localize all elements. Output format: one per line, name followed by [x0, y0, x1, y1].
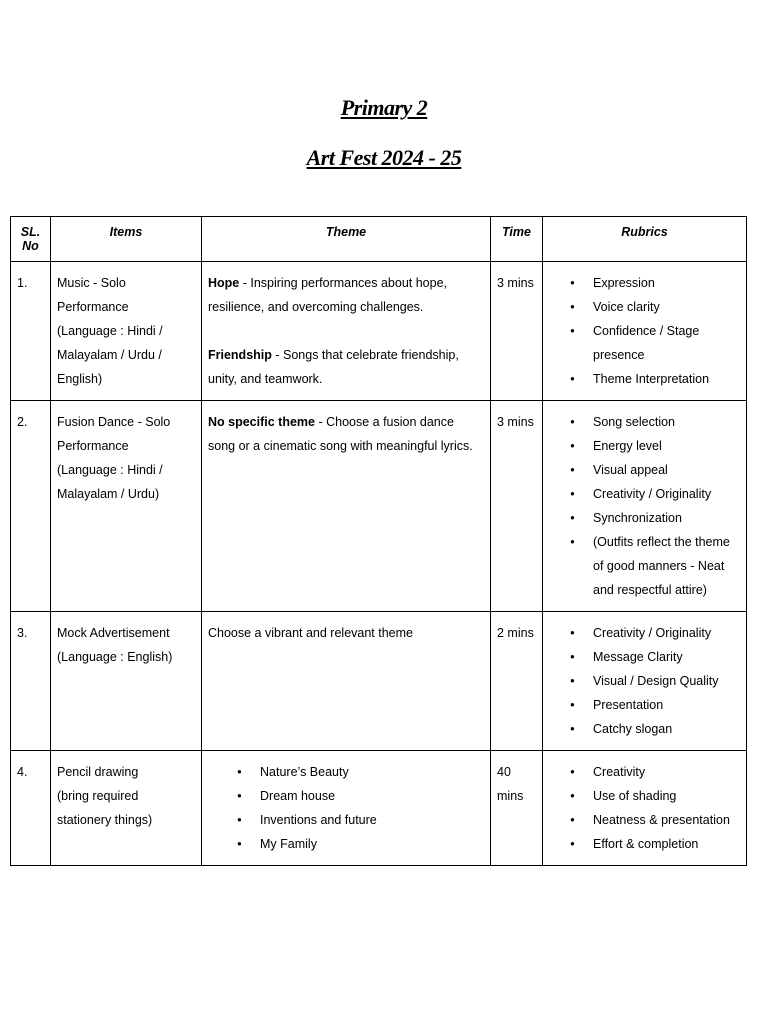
page-title: Primary 2	[340, 95, 428, 120]
list-item: ● Energy level	[593, 434, 740, 458]
row-number: 2.	[11, 401, 51, 612]
page-subtitle: Art Fest 2024 - 25	[306, 145, 462, 170]
list-item: ● (Outfits reflect the theme of good manners - Neat and respectful attire)	[593, 530, 740, 602]
item-line: Malayalam / Urdu)	[57, 487, 160, 501]
rubrics-cell	[543, 401, 747, 612]
list-item: ● Presentation	[593, 693, 740, 717]
list-item: ● Confidence / Stage presence	[593, 319, 740, 367]
item-cell	[51, 401, 202, 612]
item-line: (bring required	[57, 789, 139, 803]
item-line: Mock Advertisement	[57, 626, 170, 640]
row-number: 3.	[11, 612, 51, 751]
table-row	[11, 401, 747, 612]
theme-list	[208, 760, 484, 856]
time-cell: 40 mins	[491, 751, 543, 866]
item-line: Performance	[57, 439, 129, 453]
art-fest-table	[10, 216, 747, 866]
list-item: ● Synchronization	[593, 506, 740, 530]
theme-description: - Inspiring performances about hope, resilience, and overcoming challenges.	[208, 276, 448, 314]
table-row	[11, 262, 747, 401]
row-number: 1.	[11, 262, 51, 401]
rubrics-list	[549, 760, 740, 856]
list-item: ● Effort & completion	[593, 832, 740, 856]
item-line: (Language : English)	[57, 650, 173, 664]
column-header-theme: Theme	[202, 217, 491, 262]
list-item: ● Theme Interpretation	[593, 367, 740, 391]
list-item: ● Expression	[593, 271, 740, 295]
list-item: ● Creativity / Originality	[593, 482, 740, 506]
rubrics-cell	[543, 612, 747, 751]
item-line: Fusion Dance - Solo	[57, 415, 171, 429]
time-cell: 2 mins	[491, 612, 543, 751]
list-item: ● Message Clarity	[593, 645, 740, 669]
rubrics-cell	[543, 262, 747, 401]
item-line: Malayalam / Urdu /	[57, 348, 162, 362]
theme-description: - Choose a fusion dance song or a cinematic song with meaningful lyrics.	[208, 415, 473, 453]
item-line: Music - Solo	[57, 276, 126, 290]
item-line: English)	[57, 372, 103, 386]
table-row	[11, 612, 747, 751]
list-item: ● Creativity	[593, 760, 740, 784]
list-item: ● Neatness & presentation	[593, 808, 740, 832]
list-item: ● Voice clarity	[593, 295, 740, 319]
table-row	[11, 751, 747, 866]
theme-cell	[202, 612, 491, 751]
rubrics-cell	[543, 751, 747, 866]
theme-cell	[202, 751, 491, 866]
list-item: ● Song selection	[593, 410, 740, 434]
theme-cell	[202, 262, 491, 401]
rubrics-list	[549, 410, 740, 602]
row-number: 4.	[11, 751, 51, 866]
item-cell	[51, 262, 202, 401]
time-cell: 3 mins	[491, 262, 543, 401]
theme-description: - Songs that celebrate friendship, unity, and teamwork.	[208, 348, 459, 386]
list-item: ● Dream house	[260, 784, 484, 808]
theme-paragraph: Choose a vibrant and relevant theme	[208, 626, 413, 640]
time-cell: 3 mins	[491, 401, 543, 612]
list-item: ● My Family	[260, 832, 484, 856]
column-header-rubrics: Rubrics	[543, 217, 747, 262]
theme-paragraph	[208, 271, 484, 319]
theme-cell	[202, 401, 491, 612]
list-item: ● Catchy slogan	[593, 717, 740, 741]
theme-keyword: No specific theme	[208, 415, 315, 429]
list-item: ● Use of shading	[593, 784, 740, 808]
column-header-sl: SL. No	[11, 217, 51, 262]
item-line: stationery things)	[57, 813, 153, 827]
theme-keyword: Hope	[208, 276, 240, 290]
item-line: (Language : Hindi /	[57, 463, 163, 477]
list-item: ● Visual appeal	[593, 458, 740, 482]
item-line: (Language : Hindi /	[57, 324, 163, 338]
list-item: ● Creativity / Originality	[593, 621, 740, 645]
list-item: ● Inventions and future	[260, 808, 484, 832]
item-line: Performance	[57, 300, 129, 314]
rubrics-list	[549, 621, 740, 741]
theme-keyword: Friendship	[208, 348, 272, 362]
list-item: ● Visual / Design Quality	[593, 669, 740, 693]
theme-paragraph	[208, 343, 484, 391]
item-line: Pencil drawing	[57, 765, 139, 779]
column-header-time: Time	[491, 217, 543, 262]
table-header-row	[11, 217, 747, 262]
item-cell	[51, 751, 202, 866]
list-item: ● Nature’s Beauty	[260, 760, 484, 784]
theme-paragraph	[208, 410, 484, 458]
column-header-items: Items	[51, 217, 202, 262]
item-cell	[51, 612, 202, 751]
rubrics-list	[549, 271, 740, 391]
